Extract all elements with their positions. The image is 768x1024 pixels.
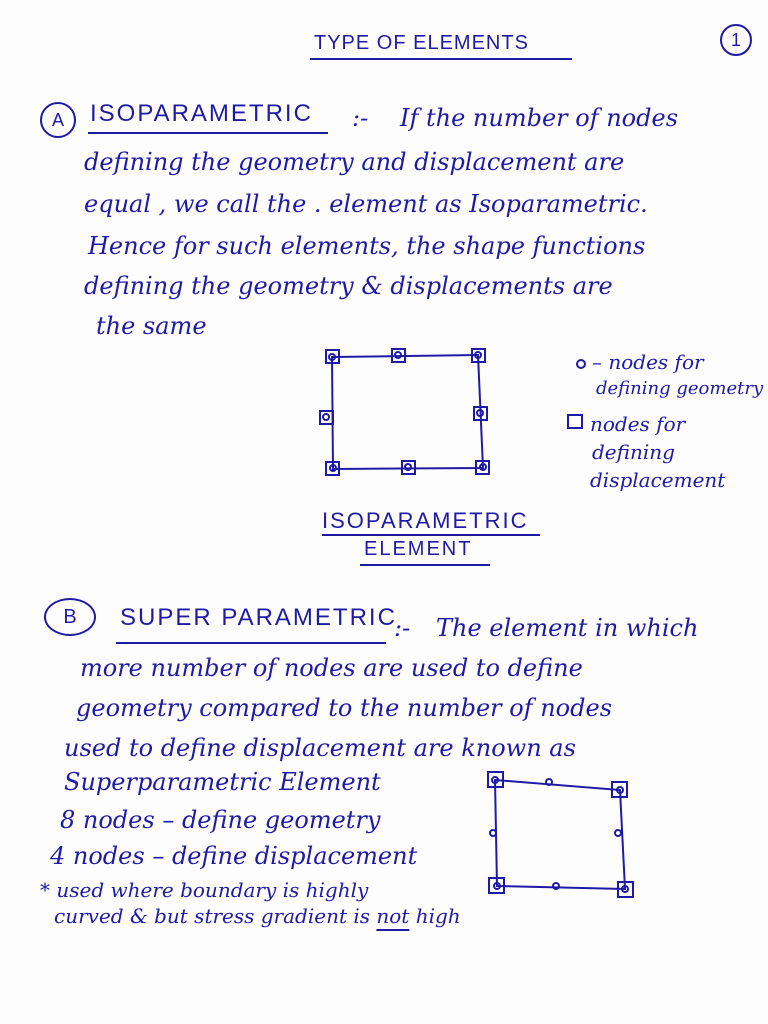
- section-b-line-4: used to define displacement are known as: [64, 734, 576, 762]
- isoparametric-outline: [332, 355, 483, 469]
- section-b-heading-underline: [116, 642, 386, 644]
- section-b-line-9-suffix: high: [415, 904, 461, 928]
- section-a-heading: ISOPARAMETRIC: [90, 100, 313, 127]
- legend-square-text-1: nodes for: [590, 412, 686, 436]
- section-a-line-2: defining the geometry and displacement are: [84, 148, 625, 176]
- legend-circle-text-2: defining geometry: [596, 378, 764, 399]
- section-a-separator: :-: [352, 104, 369, 132]
- page-number: 1: [720, 24, 752, 56]
- legend-circle-icon: [577, 360, 585, 368]
- mid-node-circle: [395, 352, 401, 358]
- mid-node-circle: [546, 779, 552, 785]
- section-b-line-8: * used where boundary is highly: [40, 878, 369, 902]
- isoparametric-caption-2: ELEMENT: [364, 538, 473, 560]
- section-a-marker: A: [40, 102, 76, 138]
- section-b-line-7: 4 nodes – define displacement: [50, 842, 418, 870]
- section-a-line-6: the same: [96, 312, 207, 340]
- section-a-line-4: Hence for such elements, the shape functions: [88, 232, 646, 260]
- section-a-line-3: equal , we call the . element as Isoparametric.: [84, 190, 648, 218]
- mid-node-circle: [615, 830, 621, 836]
- isoparametric-caption-1: ISOPARAMETRIC: [322, 508, 529, 533]
- section-b-line-3: geometry compared to the number of nodes: [76, 694, 613, 722]
- legend-square-text-2: defining: [592, 440, 675, 464]
- caption-underline-1: [322, 534, 540, 536]
- mid-node-circle: [553, 883, 559, 889]
- legend-circle-text-1: – nodes for: [592, 350, 704, 374]
- mid-node-circle: [490, 830, 496, 836]
- section-a-line-1: If the number of nodes: [400, 104, 679, 132]
- section-b-line-2: more number of nodes are used to define: [80, 654, 583, 682]
- superparametric-outline: [495, 780, 625, 889]
- page-title: TYPE OF ELEMENTS: [314, 32, 529, 54]
- section-b-line-9-prefix: [54, 904, 461, 928]
- section-b-marker: B: [44, 598, 96, 636]
- section-b-line-1: The element in which: [436, 614, 699, 642]
- section-b-line-9-text: curved & but stress gradient is: [54, 904, 371, 928]
- mid-node-circle: [405, 464, 411, 470]
- mid-node-square: [320, 411, 333, 424]
- section-b-heading: SUPER PARAMETRIC: [120, 604, 397, 631]
- legend-square-icon: [568, 415, 582, 428]
- section-b-emphasis-not: not: [376, 904, 410, 928]
- section-b-separator: :-: [394, 614, 411, 642]
- caption-underline-2: [360, 564, 490, 566]
- section-a-line-5: defining the geometry & displacements are: [84, 272, 613, 300]
- section-b-line-6: 8 nodes – define geometry: [60, 806, 381, 834]
- legend-square-text-3: displacement: [590, 468, 726, 492]
- section-b-line-5: Superparametric Element: [64, 768, 381, 796]
- mid-node-circle: [323, 414, 329, 420]
